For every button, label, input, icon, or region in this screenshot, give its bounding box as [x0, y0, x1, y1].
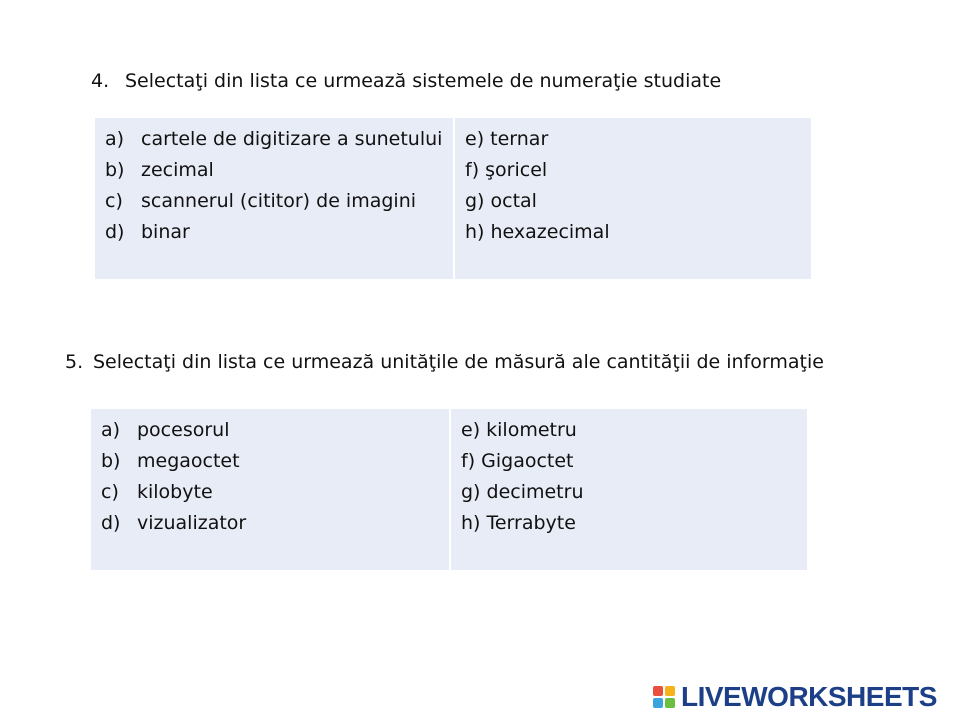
option-label: a) [105, 128, 125, 150]
question-4-options-table [95, 118, 811, 279]
option-text: cartele de digitizare a sunetului [141, 128, 443, 150]
option-item[interactable]: f) şoricel [465, 159, 548, 181]
option-text: kilobyte [137, 481, 213, 503]
option-item[interactable]: h) Terrabyte [461, 512, 576, 534]
question-4-left-column [95, 118, 453, 279]
option-item[interactable]: g) octal [465, 190, 537, 212]
option-label: c) [101, 481, 119, 503]
question-5-left-column [91, 409, 449, 570]
option-text: binar [141, 221, 190, 243]
option-text: scannerul (cititor) de imagini [141, 190, 417, 212]
option-row[interactable] [105, 217, 443, 248]
option-item[interactable]: e) ternar [465, 128, 549, 150]
option-row[interactable] [105, 186, 443, 217]
question-4-number: 4. [91, 70, 110, 92]
question-4-text: Selectaţi din lista ce urmează sistemele de numeraţie studiate [125, 70, 722, 92]
option-row[interactable] [101, 508, 439, 539]
question-4-title [91, 69, 721, 93]
liveworksheets-logo[interactable] [653, 681, 937, 713]
logo-text: LIVEWORKSHEETS [681, 681, 937, 712]
option-label: d) [101, 512, 121, 534]
question-5-number: 5. [65, 351, 84, 373]
option-item[interactable]: e) kilometru [461, 419, 577, 441]
option-text: megaoctet [137, 450, 240, 472]
question-5-options-table [91, 409, 807, 570]
logo-square [653, 698, 663, 708]
option-row[interactable] [101, 446, 439, 477]
option-text: zecimal [141, 159, 214, 181]
option-item[interactable]: h) hexazecimal [465, 221, 610, 243]
question-4-right-column [453, 118, 811, 279]
option-label: b) [101, 450, 121, 472]
option-text: vizualizator [137, 512, 247, 534]
option-label: a) [101, 419, 121, 441]
option-row[interactable] [101, 415, 439, 446]
option-item[interactable]: g) decimetru [461, 481, 584, 503]
option-row[interactable] [105, 124, 443, 155]
option-text: pocesorul [137, 419, 230, 441]
option-label: c) [105, 190, 123, 212]
logo-mark-icon [653, 686, 675, 708]
question-5-text: Selectaţi din lista ce urmează unităţile de măsură ale cantităţii de informaţie [93, 351, 824, 373]
logo-square [665, 686, 675, 696]
question-5-title [65, 350, 824, 374]
option-label: b) [105, 159, 125, 181]
logo-square [653, 686, 663, 696]
option-row[interactable] [105, 155, 443, 186]
option-row[interactable] [101, 477, 439, 508]
logo-square [665, 698, 675, 708]
question-5-right-column [449, 409, 807, 570]
option-label: d) [105, 221, 125, 243]
option-item[interactable]: f) Gigaoctet [461, 450, 574, 472]
